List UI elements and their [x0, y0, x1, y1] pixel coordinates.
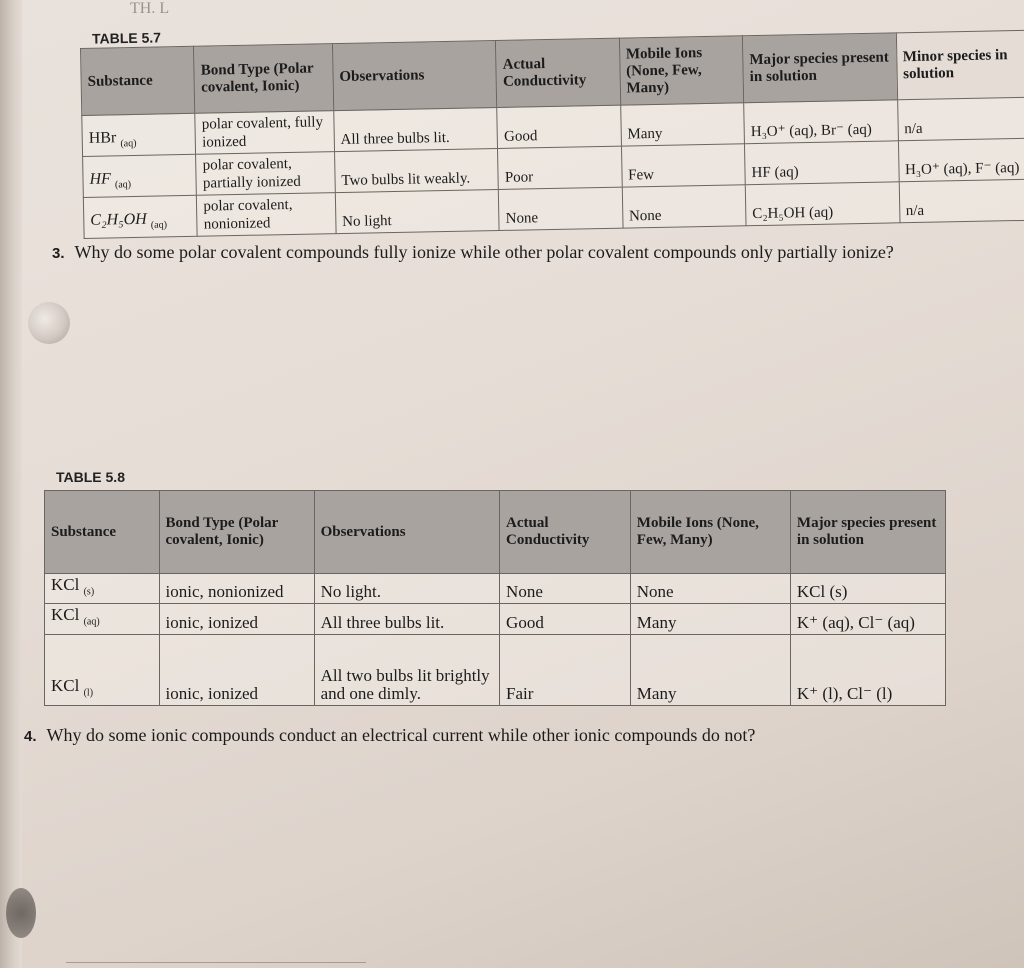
table-row	[45, 604, 946, 634]
cell-mobile-ions: None	[622, 185, 746, 228]
cell-mobile-ions: None	[630, 574, 790, 604]
cell-minor: n/a	[899, 179, 1024, 223]
cell-major: H₃O⁺ (aq), Br⁻ (aq)	[744, 100, 898, 144]
cell-major: KCl (s)	[790, 574, 945, 604]
table-row	[45, 574, 946, 604]
cell-conductivity: Good	[500, 604, 631, 634]
cell-substance: KCl $_{(aq)}$	[45, 604, 160, 634]
cell-observation: No light.	[314, 574, 499, 604]
header-bond-type: Bond Type (Polar covalent, Ionic)	[159, 491, 314, 574]
punch-hole	[28, 302, 70, 344]
cell-observation: All two bulbs lit brightly and one dimly.	[314, 634, 499, 705]
table2-header-row	[45, 491, 946, 574]
cell-mobile-ions: Many	[630, 604, 790, 634]
header-mobile-ions: Mobile Ions (None, Few, Many)	[630, 491, 790, 574]
cell-bond: polar covalent, nonionized	[197, 193, 336, 237]
header-conductivity: Actual Conductivity	[500, 491, 631, 574]
binder-ring	[6, 888, 36, 938]
cell-major: K⁺ (aq), Cl⁻ (aq)	[790, 604, 945, 634]
question-3: 3. Why do some polar covalent compounds fully ionize while other polar covalent compounds only partially ionize?	[52, 242, 894, 262]
cell-conductivity: Fair	[500, 634, 631, 705]
cell-observation: Two bulbs lit weakly.	[334, 148, 498, 192]
header-observations: Observations	[314, 491, 499, 574]
cell-bond: ionic, ionized	[159, 604, 314, 634]
header-observations: Observations	[332, 41, 497, 111]
header-conductivity: Actual Conductivity	[496, 38, 621, 107]
table-5-8	[44, 490, 946, 706]
cell-mobile-ions: Few	[621, 144, 745, 187]
cell-substance: HBr $_{(aq)}$	[82, 113, 196, 156]
header-mobile-ions: Mobile Ions (None, Few, Many)	[619, 36, 744, 105]
cell-substance: HF $_{(aq)}$	[83, 154, 197, 197]
answer-line	[66, 962, 366, 963]
cell-conductivity: None	[500, 574, 631, 604]
table1-label: TABLE 5.7	[91, 29, 162, 47]
cell-observation: All three bulbs lit.	[314, 604, 499, 634]
cell-mobile-ions: Many	[620, 103, 744, 146]
cell-observation: All three bulbs lit.	[334, 108, 498, 152]
table2-label: TABLE 5.8	[56, 469, 125, 485]
table-row	[45, 634, 946, 705]
cell-minor: n/a	[897, 97, 1024, 141]
cell-bond: ionic, ionized	[159, 634, 314, 705]
cell-substance: C₂H₅OH $_{(aq)}$	[83, 195, 197, 238]
cell-bond: polar covalent, fully ionized	[195, 111, 334, 155]
cell-minor: H₃O⁺ (aq), F⁻ (aq)	[898, 138, 1024, 182]
header-bond-type: Bond Type (Polar covalent, Ionic)	[194, 44, 334, 114]
cell-conductivity: None	[499, 187, 623, 230]
cell-major: HF (aq)	[745, 141, 899, 185]
header-substance: Substance	[81, 46, 196, 115]
cell-observation: No light	[335, 189, 499, 233]
header-major-species: Major species present in solution	[790, 491, 945, 574]
binder-edge	[0, 0, 22, 968]
cell-substance: KCl $_{(l)}$	[45, 634, 160, 705]
table-5-7	[80, 30, 1024, 239]
question-4: 4. Why do some ionic compounds conduct an electrical current while other ionic compounds do not?	[24, 725, 756, 745]
top-scribble: TH. L	[130, 0, 170, 17]
cell-bond: polar covalent, partially ionized	[196, 152, 335, 196]
cell-major: C₂H₅OH (aq)	[745, 182, 899, 226]
cell-mobile-ions: Many	[630, 634, 790, 705]
cell-bond: ionic, nonionized	[159, 574, 314, 604]
header-substance: Substance	[45, 491, 160, 574]
header-major-species: Major species present in solution	[742, 33, 897, 103]
cell-substance: KCl $_{(s)}$	[45, 574, 160, 604]
cell-conductivity: Good	[497, 105, 621, 148]
cell-major: K⁺ (l), Cl⁻ (l)	[790, 634, 945, 705]
cell-conductivity: Poor	[498, 146, 622, 189]
header-minor-species: Minor species in solution	[896, 30, 1024, 100]
